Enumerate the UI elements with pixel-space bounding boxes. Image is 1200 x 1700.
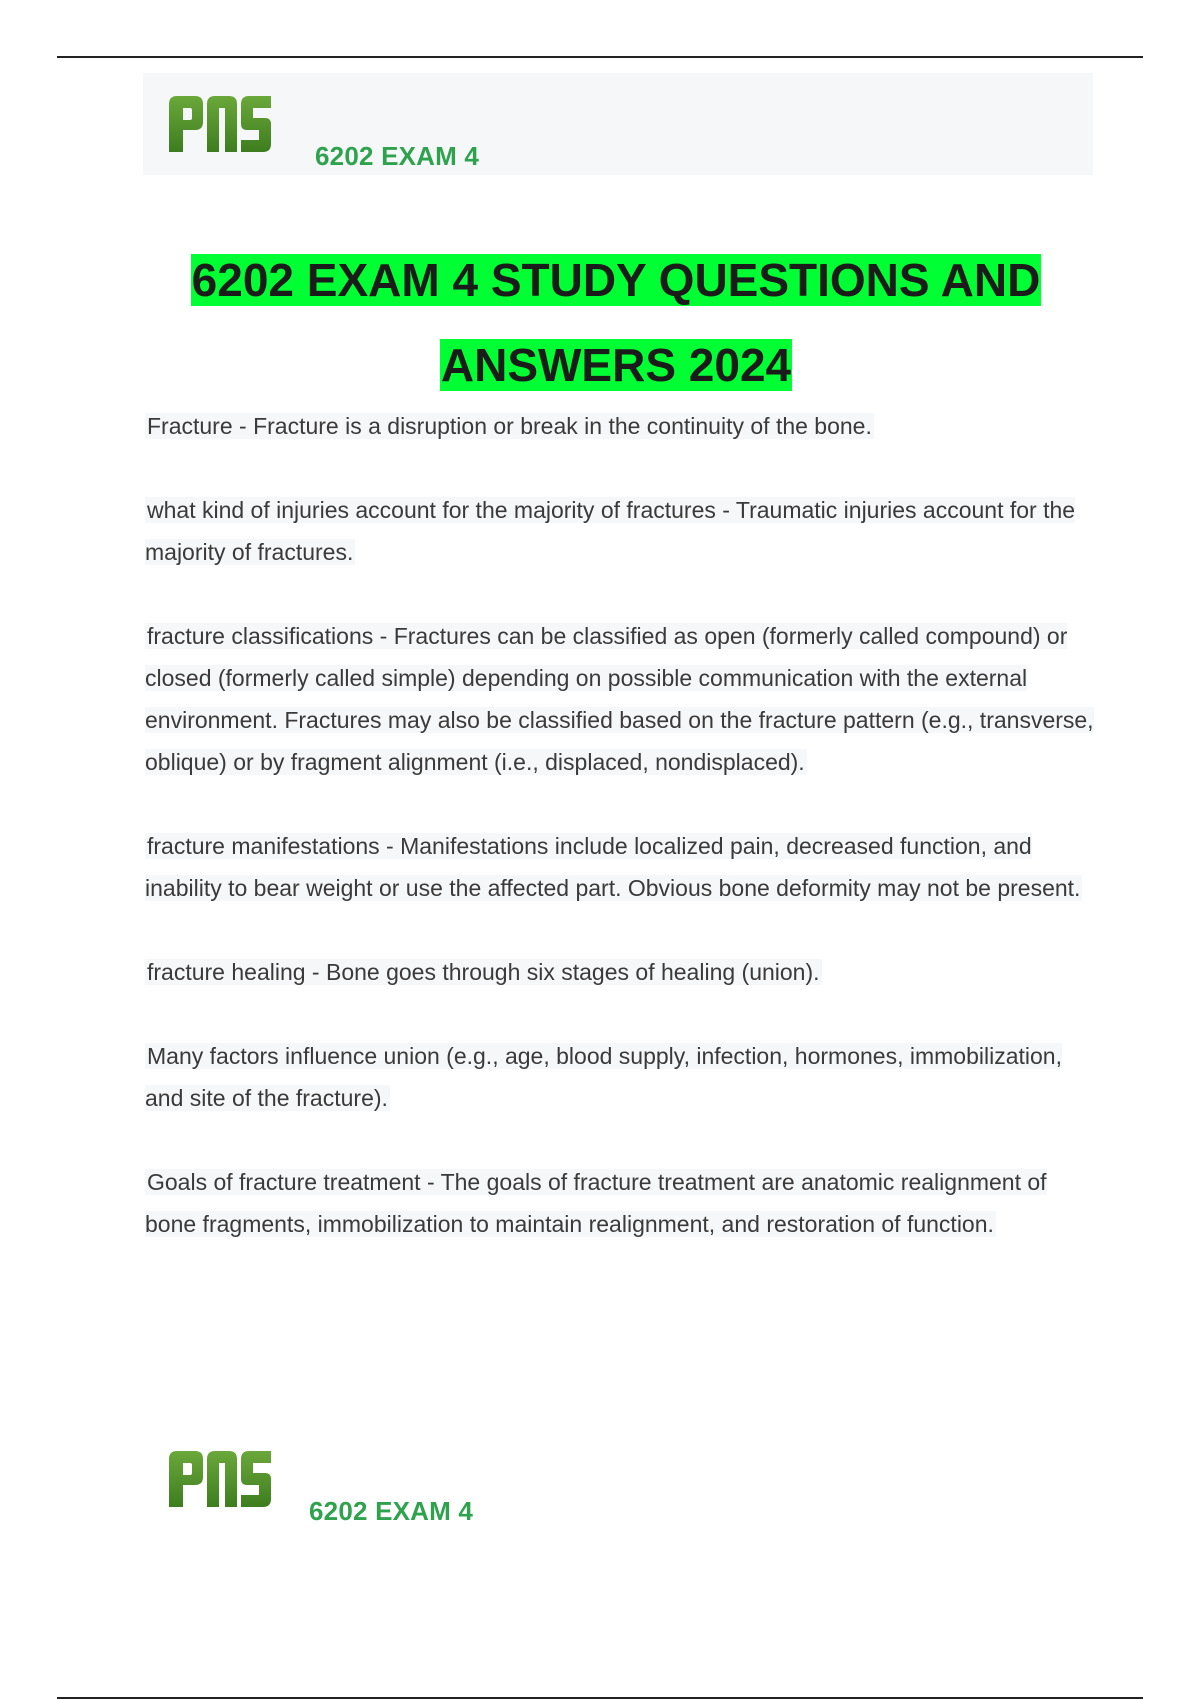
- page-title: [100, 238, 1132, 408]
- page-header: [143, 73, 1093, 175]
- qa-item: what kind of injuries account for the majority of fractures - Traumatic injuries account for the majority of fractures.: [145, 497, 1076, 565]
- qa-item: fracture classifications - Fractures can be classified as open (formerly called compound) or closed (formerly called simple) depending on possible communication with the external environment. Fractures may also be classified based on the fracture pattern (e.g., transverse, oblique) or by fragment alignment (i.e., displaced, nondisplaced).: [145, 623, 1094, 775]
- footer-exam-label: 6202 EXAM 4: [309, 1496, 474, 1526]
- pns-logo-icon: [165, 1447, 275, 1513]
- qa-item: Fracture - Fracture is a disruption or break in the continuity of the bone.: [147, 413, 872, 439]
- top-rule: [57, 56, 1143, 58]
- pns-logo-footer: [165, 1447, 275, 1513]
- qa-content: [145, 405, 1095, 1287]
- pns-logo: [165, 92, 275, 158]
- qa-item: fracture manifestations - Manifestations include localized pain, decreased function, and inability to bear weight or use the affected part. Obvious bone deformity may not be present.: [145, 833, 1081, 901]
- pns-logo-icon: [165, 92, 275, 158]
- qa-item: Goals of fracture treatment - The goals of fracture treatment are anatomic realignment of bone fragments, immobilization to maintain realignment, and restoration of function.: [145, 1169, 1047, 1237]
- qa-item: fracture healing - Bone goes through six stages of healing (union).: [147, 959, 820, 985]
- qa-item: Many factors influence union (e.g., age, blood supply, infection, hormones, immobilization, and site of the fracture).: [145, 1043, 1062, 1111]
- exam-label: 6202 EXAM 4: [315, 141, 480, 171]
- page-title-line-1: 6202 EXAM 4 STUDY QUESTIONS AND: [191, 254, 1041, 306]
- page-title-line-2: ANSWERS 2024: [440, 339, 792, 391]
- bottom-rule: [57, 1697, 1143, 1699]
